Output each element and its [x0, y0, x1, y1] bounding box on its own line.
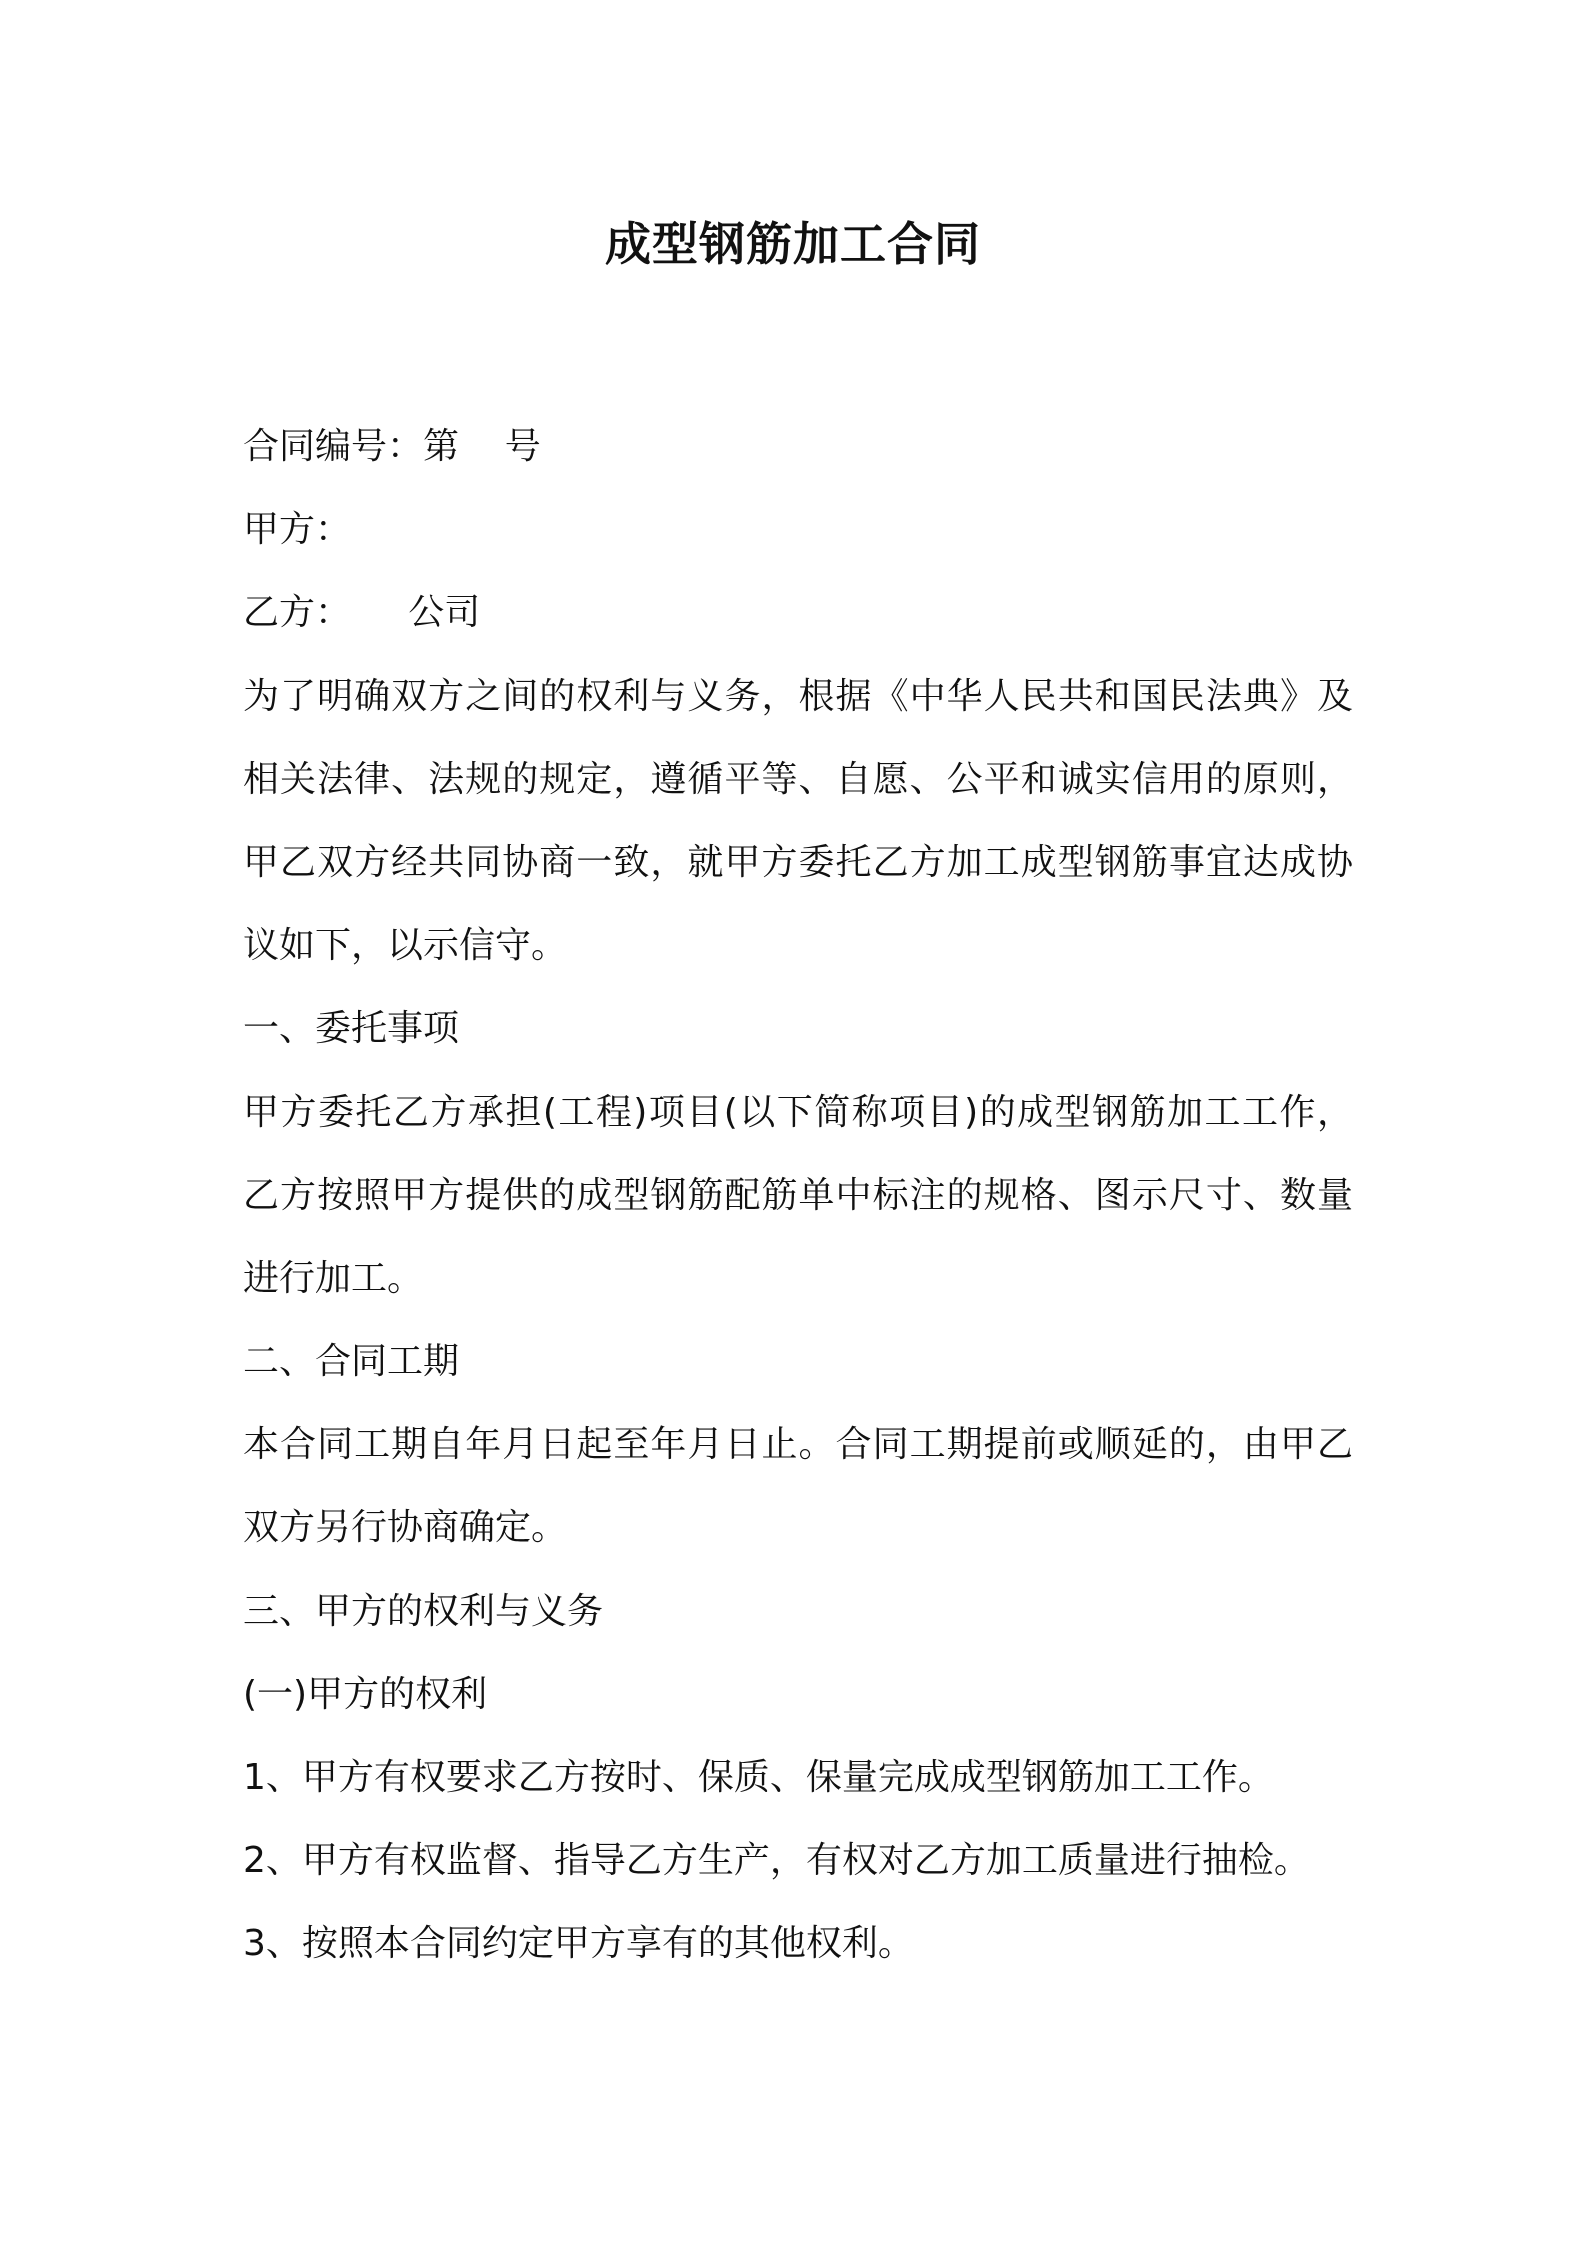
- section-heading-2: 二、合同工期: [243, 1341, 460, 1383]
- section-2-line-1: 本合同工期自年月日起至年月日止。合同工期提前或顺延的，由甲乙: [243, 1424, 1353, 1466]
- preamble-line-3: 甲乙双方经共同协商一致，就甲方委托乙方加工成型钢筋事宜达成协: [243, 841, 1353, 883]
- preamble-line-4: 议如下，以示信守。: [243, 925, 568, 967]
- section-1-line-1: 甲方委托乙方承担(工程)项目(以下简称项目)的成型钢筋加工工作，: [243, 1091, 1353, 1133]
- subsection-heading-3-1: (一)甲方的权利: [243, 1673, 488, 1715]
- preamble-line-1: 为了明确双方之间的权利与义务，根据《中华人民共和国民法典》及: [243, 675, 1353, 717]
- contract-number-line: 合同编号：第 号: [243, 426, 541, 467]
- document-title: 成型钢筋加工合同: [605, 217, 981, 271]
- preamble-line-2: 相关法律、法规的规定，遵循平等、自愿、公平和诚实信用的原则，: [243, 758, 1353, 800]
- clause-3-1-1: 1、甲方有权要求乙方按时、保质、保量完成成型钢筋加工工作。: [243, 1757, 1274, 1798]
- section-1-line-3: 进行加工。: [243, 1257, 424, 1299]
- section-heading-3: 三、甲方的权利与义务: [243, 1590, 604, 1632]
- party-b-line: 乙方： 公司: [243, 592, 481, 634]
- clause-3-1-2: 2、甲方有权监督、指导乙方生产，有权对乙方加工质量进行抽检。: [243, 1840, 1310, 1882]
- clause-3-1-3: 3、按照本合同约定甲方享有的其他权利。: [243, 1923, 914, 1965]
- document-body: [243, 405, 1353, 1986]
- section-2-line-2: 双方另行协商确定。: [243, 1507, 568, 1549]
- section-1-line-2: 乙方按照甲方提供的成型钢筋配筋单中标注的规格、图示尺寸、数量: [243, 1174, 1353, 1216]
- party-a-line: 甲方：: [243, 509, 352, 551]
- section-heading-1: 一、委托事项: [243, 1008, 460, 1050]
